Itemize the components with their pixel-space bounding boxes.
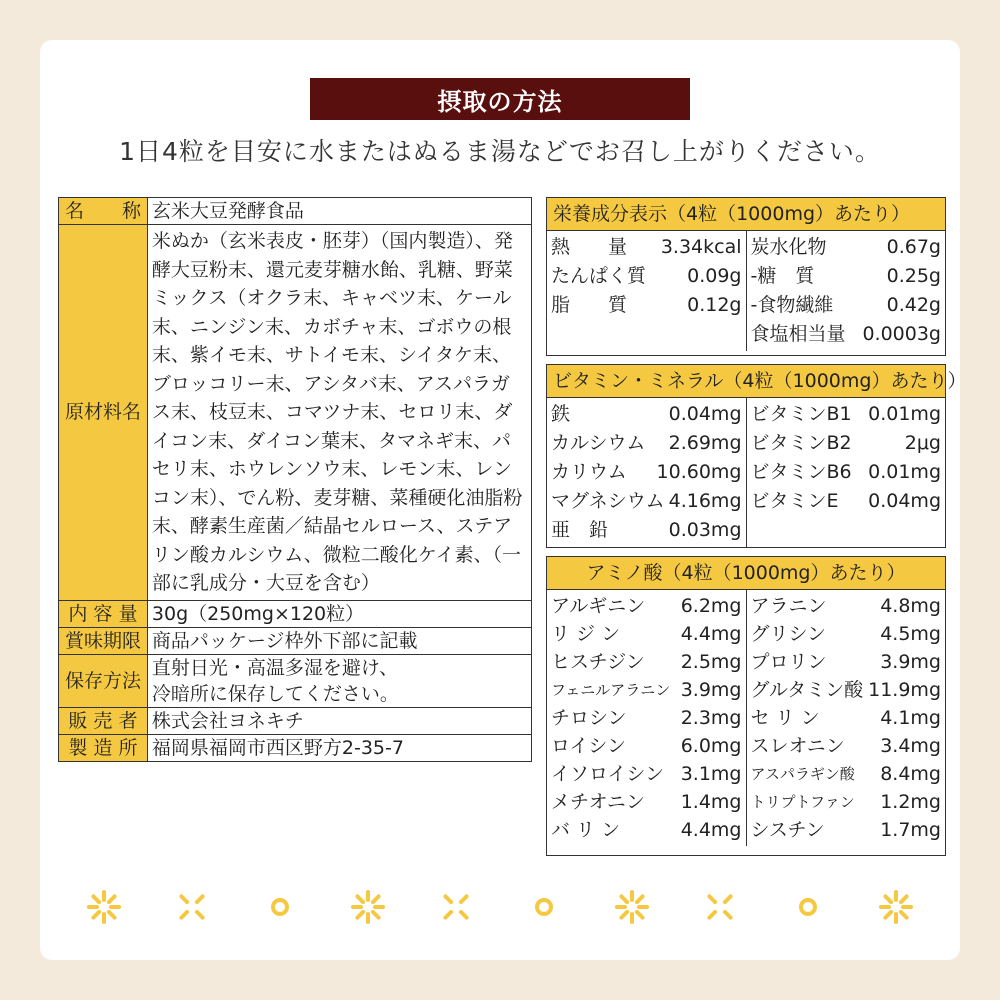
amino-acid-name: セ リ ン — [750, 707, 820, 729]
vitamin-value: 0.04mg — [668, 403, 742, 425]
amino-acid-row — [751, 620, 942, 648]
vitamin-row — [751, 429, 942, 458]
amino-acid-row — [551, 788, 742, 816]
amino-acid-row — [551, 592, 742, 620]
vitamin-row — [551, 487, 742, 516]
name-value: 玄米大豆発酵食品 — [147, 198, 531, 225]
sparkle-cross-icon — [181, 896, 202, 917]
amino-acid-row — [751, 592, 942, 620]
vitamin-row — [551, 400, 742, 429]
storage-value: 直射日光・高温多湿を避け、 冷暗所に保存してください。 — [147, 654, 531, 707]
amino-acid-value: 4.4mg — [680, 819, 742, 841]
amino-acid-name: ヒスチジン — [551, 651, 645, 673]
nutrient-name: たんぱく質 — [551, 265, 647, 287]
vitamin-value: 0.04mg — [868, 490, 941, 512]
table-row — [59, 627, 532, 654]
nutrient-name: 炭水化物 — [750, 236, 827, 258]
manufacturer-value: 福岡県福岡市西区野方2-35-7 — [147, 734, 531, 761]
vitamin-row — [751, 400, 942, 429]
table-row — [59, 654, 532, 707]
nutrient-column-left — [547, 231, 746, 351]
nutrient-column-right — [746, 231, 946, 351]
amino-acid-row — [751, 676, 942, 704]
nutrient-value: 3.34kcal — [660, 236, 742, 258]
vitamin-value: 2.69mg — [668, 432, 742, 454]
ingredients-value: 米ぬか（玄米表皮・胚芽）（国内製造）、発酵大豆粉末、還元麦芽糖水飴、乳糖、野菜ミックス（オクラ末、キャベツ末、ケール末、ニンジン末、カボチャ末、ゴボウの根末、紫イモ末、サトイモ末、シイタケ末、ブロッコリー末、アシタバ末、アスパラガス末、枝豆末、コマツナ末、セロリ末、ダイコン末、ダイコン葉末、タマネギ末、パセリ末、ホウレンソウ末、レモン末、レンコン末）、でん粉、麦芽糖、菜種硬化油脂粉末、酵素生産菌／結晶セルロース、ステアリン酸カルシウム、微粒二酸化ケイ素、（一部に乳成分・大豆を含む） — [147, 225, 531, 601]
nutrient-name: 脂 質 — [551, 294, 628, 316]
vitamin-grid — [547, 398, 945, 547]
nutrient-value: 0.42g — [886, 294, 941, 316]
vitamin-value: 10.60mg — [656, 461, 742, 483]
nutrient-value: 0.67g — [886, 236, 941, 258]
vitamin-name: ビタミンB2 — [750, 432, 852, 454]
amino-acid-name: グルタミン酸 — [750, 679, 864, 701]
amino-acid-value: 1.4mg — [680, 791, 742, 813]
vitamin-value: 0.01mg — [868, 461, 941, 483]
amino-acid-value: 4.4mg — [680, 623, 742, 645]
seller-value: 株式会社ヨネキチ — [147, 707, 531, 734]
manufacturer-label: 製 造 所 — [59, 734, 148, 761]
method-title-banner — [310, 78, 690, 120]
nutrient-name: 食塩相当量 — [750, 323, 846, 345]
amino-acid-value: 8.4mg — [880, 763, 941, 785]
amino-acid-value: 1.2mg — [880, 791, 941, 813]
nutrient-value: 0.09g — [687, 265, 742, 287]
vitamin-name: ビタミンB6 — [750, 461, 852, 483]
amino-acid-column-right — [746, 590, 946, 846]
amino-acid-value: 3.1mg — [680, 763, 742, 785]
table-row — [59, 734, 532, 761]
sparkle-ring-icon — [273, 900, 287, 914]
nutrient-row — [551, 233, 742, 262]
amino-acid-name: シスチン — [750, 819, 825, 841]
amino-acid-value: 6.0mg — [680, 735, 742, 757]
method-title: 摂取の方法 — [437, 87, 563, 116]
amino-acid-name: チロシン — [551, 707, 627, 729]
amino-acid-row — [551, 816, 742, 844]
sparkle-ring-icon — [801, 900, 815, 914]
name-label: 名 称 — [59, 198, 148, 225]
vitamin-column-right — [746, 398, 946, 547]
amino-acid-row — [551, 676, 742, 704]
storage-label: 保存方法 — [59, 654, 148, 707]
content-amount-value: 30g（250mg×120粒） — [147, 600, 531, 627]
amino-acid-value: 4.8mg — [880, 595, 941, 617]
vitamin-mineral-box — [546, 364, 967, 548]
amino-acid-value: 2.5mg — [680, 651, 742, 673]
nutrient-row — [751, 291, 942, 320]
amino-acid-row — [551, 760, 742, 788]
sparkle-ring-icon — [537, 900, 551, 914]
nutrition-facts-box — [546, 197, 946, 356]
amino-acid-row — [751, 788, 942, 816]
amino-acid-name: バ リ ン — [551, 819, 621, 841]
nutrient-name: 熱 量 — [551, 236, 628, 258]
nutrient-row — [751, 233, 942, 262]
amino-acid-row — [751, 732, 942, 760]
amino-acid-name: メチオニン — [551, 791, 645, 813]
sparkle-burst-icon — [617, 892, 647, 922]
nutrient-row — [551, 291, 742, 320]
amino-acid-value: 6.2mg — [680, 595, 742, 617]
vitamin-name: カリウム — [551, 461, 627, 483]
intake-instruction: 1日4粒を目安に水またはぬるま湯などでお召し上がりください。 — [119, 137, 881, 166]
amino-acid-box — [546, 556, 946, 856]
amino-acid-row — [751, 648, 942, 676]
amino-acid-name: リ ジ ン — [551, 623, 621, 645]
amino-acid-name: アラニン — [750, 595, 827, 617]
amino-acid-value: 4.5mg — [880, 623, 941, 645]
nutrient-row — [751, 320, 942, 349]
amino-acid-column-left — [547, 590, 746, 846]
vitamin-header: ビタミン・ミネラル（4粒（1000mg）あたり） — [547, 365, 945, 398]
amino-acid-row — [551, 648, 742, 676]
amino-acid-name: フェニルアラニン — [551, 681, 671, 699]
best-before-value: 商品パッケージ枠外下部に記載 — [147, 627, 531, 654]
vitamin-row — [751, 487, 942, 516]
amino-acid-value: 3.9mg — [880, 651, 941, 673]
vitamin-name: ビタミンB1 — [750, 403, 852, 425]
amino-acid-row — [551, 620, 742, 648]
amino-header: アミノ酸（4粒（1000mg）あたり） — [547, 557, 945, 590]
sparkle-cross-icon — [709, 896, 730, 917]
nutrient-value: 0.25g — [886, 265, 941, 287]
vitamin-column-left — [547, 398, 746, 547]
amino-acid-value: 1.7mg — [880, 819, 941, 841]
sparkle-burst-icon — [89, 892, 119, 922]
table-row — [59, 600, 532, 627]
vitamin-name: カルシウム — [551, 432, 646, 454]
amino-acid-row — [551, 704, 742, 732]
amino-acid-row — [751, 760, 942, 788]
amino-acid-name: プロリン — [750, 651, 827, 673]
amino-acid-value: 2.3mg — [680, 707, 742, 729]
nutrition-header: 栄養成分表示（4粒（1000mg）あたり） — [547, 198, 945, 231]
nutrient-value: 0.0003g — [862, 323, 941, 345]
amino-grid — [547, 590, 945, 846]
seller-label: 販 売 者 — [59, 707, 148, 734]
amino-acid-row — [751, 704, 942, 732]
vitamin-value: 4.16mg — [668, 490, 742, 512]
nutrient-name: -糖 質 — [750, 265, 815, 287]
vitamin-name: ビタミンE — [750, 490, 839, 512]
vitamin-name: 亜 鉛 — [551, 519, 609, 541]
sparkle-cross-icon — [445, 896, 466, 917]
table-row — [59, 707, 532, 734]
amino-acid-name: アルギニン — [551, 595, 646, 617]
amino-acid-name: トリプトファン — [750, 793, 855, 811]
vitamin-row — [551, 429, 742, 458]
amino-acid-name: イソロイシン — [551, 763, 664, 785]
amino-acid-row — [551, 732, 742, 760]
table-row — [59, 225, 532, 601]
amino-acid-name: ロイシン — [551, 735, 626, 757]
sparkle-burst-icon — [881, 892, 911, 922]
amino-acid-name: グリシン — [750, 623, 827, 645]
amino-acid-value: 3.4mg — [880, 735, 941, 757]
amino-acid-name: スレオニン — [750, 735, 845, 757]
amino-acid-name: アスパラギン酸 — [750, 765, 855, 783]
best-before-label: 賞味期限 — [59, 627, 148, 654]
nutrient-value: 0.12g — [687, 294, 742, 316]
vitamin-row — [551, 516, 742, 545]
table-row — [59, 198, 532, 225]
vitamin-name: 鉄 — [551, 403, 571, 425]
amino-acid-value: 11.9mg — [868, 679, 941, 701]
vitamin-row — [751, 458, 942, 487]
decorative-sparkle-border — [60, 877, 940, 937]
vitamin-name: マグネシウム — [551, 490, 665, 512]
amino-acid-value: 4.1mg — [880, 707, 941, 729]
amino-acid-row — [751, 816, 942, 844]
amino-acid-value: 3.9mg — [680, 679, 742, 701]
nutrient-name: -食物繊維 — [750, 294, 834, 316]
product-info-table — [58, 197, 532, 762]
vitamin-value: 0.03mg — [668, 519, 742, 541]
vitamin-value: 0.01mg — [868, 403, 941, 425]
ingredients-label: 原材料名 — [59, 225, 148, 601]
sparkle-burst-icon — [353, 892, 383, 922]
vitamin-value: 2μg — [904, 432, 941, 454]
vitamin-row — [551, 458, 742, 487]
nutrient-row — [551, 262, 742, 291]
nutrient-row — [751, 262, 942, 291]
nutrition-grid — [547, 231, 945, 351]
content-amount-label: 内 容 量 — [59, 600, 148, 627]
